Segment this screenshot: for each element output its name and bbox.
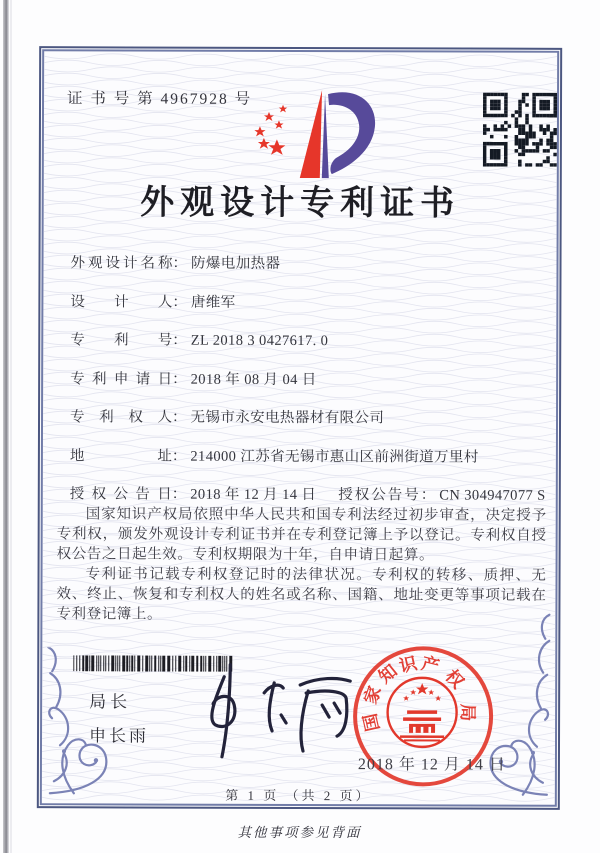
field-colon: ： [172,255,188,272]
legal-paragraph-2: 专利证书记载专利权登记时的法律状况。专利权的转移、质押、无效、终止、恢复和专利权人的姓名或名称、国籍、地址变更等事项记载在专利登记簿上。 [56,566,547,623]
field-value: 无锡市永安电热器材有限公司 [190,409,385,427]
paper-edge-highlight [10,0,12,853]
field-label: 地址 [69,447,172,465]
field-label: 专利申请日 [70,370,173,388]
field-label: 授权公告号 [338,487,421,504]
field-value: 防爆电加热器 [190,255,281,272]
seal-date: 2018 年 12 月 14 日 [357,756,506,774]
field-colon: ： [172,332,187,349]
director-name: 申长雨 [89,726,150,746]
field-grant-date [70,482,547,503]
field-label: 专利号 [70,332,173,349]
seal-ring-char: 知 [374,660,402,688]
field-patentee [70,405,547,426]
field-label: 专利权人 [70,409,173,426]
field-value: 2018 年 12 月 14 日 [190,486,317,504]
field-colon: ： [420,487,436,504]
legal-text [56,504,546,626]
field-colon: ： [172,409,187,426]
certificate-number: 证 书 号 第 4967928 号 [67,90,253,108]
field-designer [70,290,547,311]
back-note: 其他事项参见背面 [237,825,362,840]
cnipa-logo-icon [249,84,379,180]
field-colon: ： [171,486,187,503]
qr-code [483,93,557,167]
field-value: 唐维军 [190,294,236,311]
paper-edge-shadow [3,0,9,853]
field-patent-number [70,328,547,349]
page-number: 第 1 页 （共 2 页） [225,787,372,804]
seal-ring-char: 产 [419,652,442,677]
director-title: 局长 [89,692,132,712]
field-colon: ： [171,448,187,465]
field-label: 设计人 [70,293,173,311]
certificate-frame [37,46,562,810]
field-value: ZL 2018 3 0427617. 0 [190,332,329,350]
field-list [70,251,548,522]
seal-ring-char: 识 [397,652,419,677]
handwritten-signature [184,657,360,766]
national-emblem-icon [383,673,461,751]
field-value: 2018 年 08 月 04 日 [190,371,317,388]
field-value: CN 304947077 S [439,487,546,504]
seal-ring-char: 权 [441,665,468,692]
seal-ring-char: 国 [359,711,383,734]
seal-ring-char: 家 [360,683,386,707]
certificate-title: 外观设计专利证书 [140,184,461,223]
field-label: 外观设计名称 [70,255,173,272]
field-value: 214000 江苏省无锡市惠山区前洲街道万里村 [190,448,479,466]
field-filing-date [70,367,547,388]
field-address [70,444,547,465]
seal-ring-char: 局 [457,703,478,721]
field-design-name [70,251,547,272]
legal-paragraph-1: 国家知识产权局依照中华人民共和国专利法经过初步审查，决定授予专利权，颁发外观设计专利证书并在专利登记簿上予以登记。专利权自授权公告之日起生效。专利权期限为十年，自申请日起算。 [56,506,547,564]
field-colon: ： [172,294,187,311]
field-grant-publication-number [338,483,545,505]
field-colon: ： [172,371,187,388]
field-label: 授权公告日 [69,486,172,503]
